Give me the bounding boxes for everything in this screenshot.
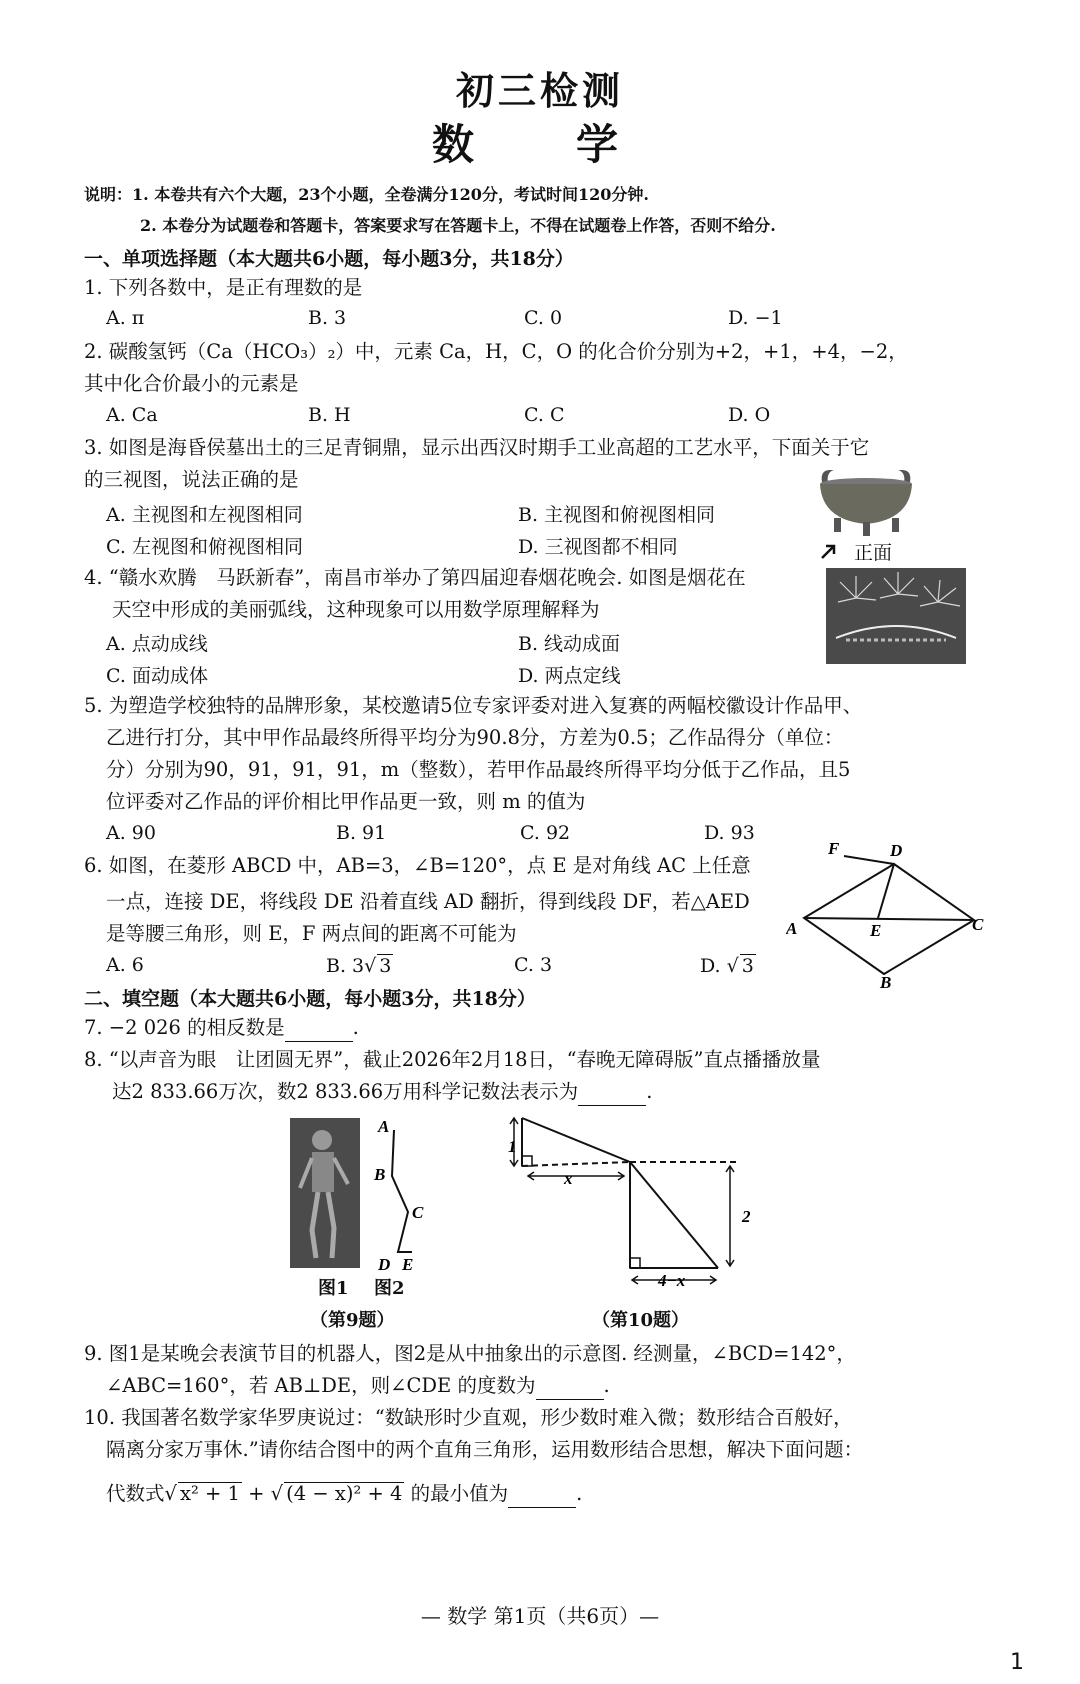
- q10-end: .: [576, 1482, 583, 1505]
- q5-line-3: 分）分别为90，91，91，91，m（整数），若甲作品最终所得平均分低于乙作品，且5: [106, 758, 851, 781]
- q6-option-d: [700, 954, 756, 977]
- q3-option-a: A. 主视图和左视图相同: [106, 504, 303, 526]
- robot-head: [312, 1130, 332, 1150]
- fig9-label-1: 图1: [318, 1278, 349, 1299]
- label-2: 2: [742, 1207, 751, 1226]
- q1-option-c: C. 0: [524, 307, 563, 329]
- q10-line-2: 隔离分家万事休.”请你结合图中的两个直角三角形，运用数形结合思想，解决下面问题：: [106, 1438, 864, 1461]
- q3-option-c: C. 左视图和俯视图相同: [106, 536, 303, 558]
- q4-line-1: 4. “赣水欢腾 马跃新春”，南昌市举办了第四届迎春烟花晚会. 如图是烟花在: [84, 566, 746, 589]
- q6-option-a: A. 6: [106, 954, 144, 976]
- q6-option-c: C. 3: [514, 954, 553, 976]
- q8-line-2: [112, 1078, 652, 1106]
- q2-option-d: D. O: [728, 404, 771, 426]
- q9-line-1: 9. 图1是某晚会表演节目的机器人，图2是从中抽象出的示意图. 经测量，∠BCD=142°，: [84, 1342, 856, 1365]
- q1-stem: 1. 下列各数中，是正有理数的是: [84, 276, 363, 299]
- fig10-caption: （第10题）: [592, 1310, 690, 1331]
- q5-option-c: C. 92: [520, 822, 571, 844]
- right-triangles-figure: [508, 1110, 778, 1300]
- q2-line-1: 2. 碳酸氢钙（Ca（HCO₃）₂）中，元素 Ca，H，C，O 的化合价分别为+2，+1，+4，−2，: [84, 340, 908, 363]
- q6-line-1: 6. 如图，在菱形 ABCD 中，AB=3，∠B=120°，点 E 是对角线 AC 上任意: [84, 854, 751, 877]
- q9-end: .: [603, 1374, 610, 1397]
- sqrt-sign: √: [164, 1482, 177, 1505]
- dashed-left: [522, 1162, 630, 1166]
- point-e: E: [870, 921, 882, 940]
- page-footer: — 数学 第1页（共6页）—: [420, 1604, 660, 1628]
- q4-option-a: A. 点动成线: [106, 633, 208, 655]
- q2-line-2: 其中化合价最小的元素是: [84, 372, 299, 395]
- q1-option-a: A. π: [106, 307, 145, 329]
- q4-option-c: C. 面动成体: [106, 665, 208, 687]
- page-number: 1: [1010, 1650, 1024, 1675]
- q5-option-b: B. 91: [336, 822, 387, 844]
- exam-title: 初三检测: [455, 68, 624, 113]
- rhombus-figure: [786, 838, 986, 988]
- q3-line-1: 3. 如图是海昏侯墓出土的三足青铜鼎，显示出西汉时期手工业高超的工艺水平，下面关于它: [84, 436, 870, 459]
- q6-line-3: 是等腰三角形，则 E，F 两点间的距离不可能为: [106, 922, 517, 945]
- point-b: B: [374, 1165, 386, 1184]
- fig9-label-2: 图2: [374, 1278, 405, 1299]
- point-a: A: [378, 1117, 390, 1136]
- diagonal-ac: [804, 918, 974, 920]
- sqrt-sign: √: [726, 955, 739, 977]
- ding-leg-right: [892, 518, 899, 532]
- q7-stem: 7. −2 026 的相反数是: [84, 1016, 285, 1039]
- q10-expr-suffix: 的最小值为: [404, 1482, 509, 1505]
- q8-end: .: [646, 1080, 653, 1103]
- dim-2: [726, 1166, 734, 1266]
- instruction-1: 说明：1. 本卷共有六个大题，23个小题，全卷满分120分，考试时间120分钟.: [84, 185, 649, 204]
- q1-option-b: B. 3: [308, 307, 347, 329]
- point-d: D: [890, 841, 903, 860]
- q1-option-d: D. −1: [728, 307, 783, 329]
- robot-photo: [290, 1118, 360, 1268]
- q10-sqrt-1: x² + 1: [179, 1482, 240, 1505]
- q5-option-a: A. 90: [106, 822, 156, 844]
- q2-option-a: A. Ca: [106, 404, 158, 426]
- q6-option-b: [326, 954, 393, 977]
- subject-title: 数 学: [431, 120, 648, 169]
- q3-line-2: 的三视图，说法正确的是: [84, 468, 299, 491]
- robot-body: [312, 1152, 334, 1192]
- point-a: A: [786, 919, 798, 938]
- section-2-title: 二、填空题（本大题共6小题，每小题3分，共18分）: [84, 988, 536, 1010]
- fireworks-sky: [826, 568, 966, 664]
- q5-line-4: 位评委对乙作品的评价相比甲作品更一致，则 m 的值为: [106, 790, 586, 813]
- q5-line-2: 乙进行打分，其中甲作品最终所得平均分为90.8分，方差为0.5；乙作品得分（单位：: [106, 726, 844, 749]
- q5-line-1: 5. 为塑造学校独特的品牌形象，某校邀请5位专家评委对进入复赛的两幅校徽设计作品甲、: [84, 694, 863, 717]
- sqrt-sign: √: [364, 955, 377, 977]
- point-b: B: [880, 973, 892, 988]
- dim-x: [528, 1172, 624, 1180]
- q4-line-2: 天空中形成的美丽弧线，这种现象可以用数学原理解释为: [112, 598, 600, 621]
- q10-expr-prefix: 代数式: [106, 1482, 165, 1505]
- q8-line-1: 8. “以声音为眼 让团圆无界”，截止2026年2月18日，“春晚无障碍版”直点播播放量: [84, 1048, 821, 1071]
- ding-leg-left: [834, 518, 841, 532]
- q10-line-1: 10. 我国著名数学家华罗庚说过：“数缺形时少直观，形少数时难入微；数形结合百般好，: [84, 1406, 853, 1429]
- point-e: E: [402, 1255, 414, 1274]
- q7: [84, 1014, 359, 1042]
- right-angle-top: [522, 1156, 532, 1166]
- section-1-title: 一、单项选择题（本大题共6小题，每小题3分，共18分）: [84, 248, 574, 270]
- front-view-label: 正面: [854, 543, 893, 564]
- segment-df: [844, 856, 894, 864]
- q6-option-b-label: B. 3: [326, 955, 365, 977]
- robot-diagram-lines: [392, 1130, 412, 1252]
- q6-line-2: 一点，连接 DE，将线段 DE 沿着直线 AD 翻折，得到线段 DF，若△AED: [106, 890, 750, 913]
- q9-line-2-text: ∠ABC=160°，若 AB⊥DE，则∠CDE 的度数为: [106, 1374, 536, 1397]
- ding-leg-middle: [863, 522, 870, 536]
- q7-end: .: [352, 1016, 359, 1039]
- q6-option-d-label: D.: [700, 955, 727, 977]
- robot-diagram: [372, 1116, 452, 1276]
- q10-plus: +: [241, 1482, 271, 1505]
- q5-option-d: D. 93: [704, 822, 755, 844]
- label-4-minus-x: 4−x: [658, 1271, 686, 1290]
- q6-option-d-radicand: 3: [741, 955, 754, 977]
- q10-sqrt-2: (4 − x)² + 4: [286, 1482, 403, 1505]
- q9-answer-blank: [536, 1379, 604, 1400]
- q3-option-b: B. 主视图和俯视图相同: [518, 504, 716, 526]
- q10-expression: [106, 1480, 582, 1508]
- front-view-arrow: [822, 546, 834, 558]
- q7-answer-blank: [285, 1021, 353, 1042]
- q2-option-b: B. H: [308, 404, 351, 426]
- point-f: F: [828, 839, 840, 858]
- instruction-2: 2. 本卷分为试题卷和答题卡，答案要求写在答题卡上，不得在试题卷上作答，否则不给分.: [140, 216, 776, 235]
- hypotenuse-top: [522, 1118, 630, 1162]
- label-1: 1: [508, 1137, 517, 1156]
- label-x: x: [564, 1169, 573, 1188]
- q9-line-2: [106, 1372, 610, 1400]
- q10-answer-blank: [508, 1487, 576, 1508]
- q4-option-d: D. 两点定线: [518, 665, 621, 687]
- q6-option-b-radicand: 3: [379, 955, 392, 977]
- q4-option-b: B. 线动成面: [518, 633, 621, 655]
- q3-option-d: D. 三视图都不相同: [518, 536, 678, 558]
- right-angle-bottom: [630, 1258, 640, 1268]
- fireworks-photo: [826, 568, 966, 664]
- q8-line-2-text: 达2 833.66万次，数2 833.66万用科学记数法表示为: [112, 1080, 579, 1103]
- sqrt-sign: √: [270, 1482, 284, 1505]
- point-d: D: [378, 1255, 391, 1274]
- q8-answer-blank: [578, 1085, 646, 1106]
- fig9-caption: （第9题）: [310, 1310, 395, 1331]
- q2-option-c: C. C: [524, 404, 565, 426]
- point-c: C: [972, 915, 984, 934]
- hypotenuse-bottom: [630, 1162, 718, 1268]
- point-c: C: [412, 1203, 424, 1222]
